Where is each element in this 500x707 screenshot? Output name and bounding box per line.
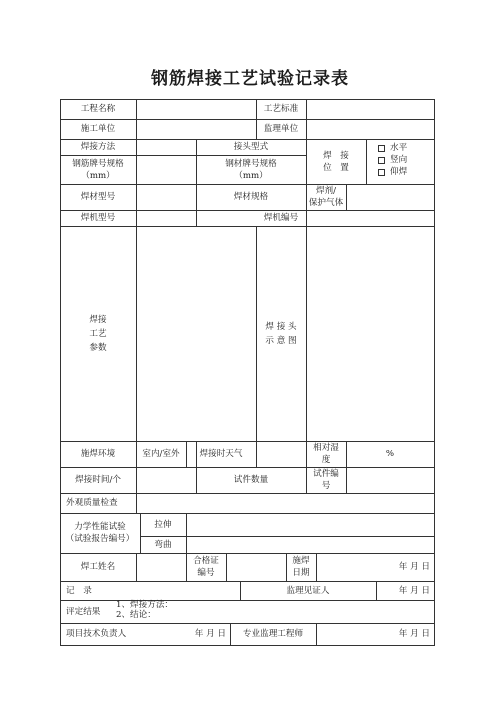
label-eval-result: 评定结果: [66, 606, 101, 617]
label-weld-material-model: 焊材型号: [80, 192, 116, 202]
eval-items: 1、焊接方法： 2、结论：: [116, 600, 174, 620]
label-welder-number: 焊机编号: [263, 213, 299, 223]
percent-unit: %: [385, 449, 395, 459]
label-humidity: 相对湿 度: [313, 443, 339, 465]
label-record: 记 录: [66, 585, 92, 596]
lead-date-ymd: 年 月 日: [194, 629, 226, 639]
witness-date-ymd: 年 月 日: [398, 585, 430, 596]
label-indoor-outdoor: 室内/室外: [142, 449, 180, 459]
checkbox-icon[interactable]: [378, 169, 385, 176]
position-options: [378, 142, 434, 182]
label-specimen-number: 试件编 号: [313, 469, 339, 491]
label-welder-model: 焊机型号: [80, 213, 116, 223]
option-vertical[interactable]: 竖向: [378, 154, 407, 166]
label-certificate-no: 合格证 编号: [193, 556, 219, 578]
page-title: 钢筋焊接工艺试验记录表: [151, 69, 349, 89]
label-project-name: 工程名称: [80, 104, 116, 114]
label-witness: 监理见证人: [286, 585, 330, 596]
label-weld-material-spec: 焊材规格: [233, 192, 269, 202]
label-rebar-grade-spec: 钢筋牌号规格 （mm）: [72, 158, 124, 181]
label-bending: 弯曲: [154, 539, 172, 550]
label-flux-gas: 焊剂/ 保护气体: [308, 186, 344, 208]
label-environment: 施焊环境: [80, 449, 116, 459]
record-form: [60, 99, 435, 645]
label-appearance-check: 外观质量检查: [66, 498, 118, 508]
label-weld-position: 焊 接 位 置: [323, 150, 349, 173]
label-weld-date: 施焊 日期: [292, 556, 310, 578]
checkbox-icon[interactable]: [378, 145, 385, 152]
label-specimen-count: 试件数量: [233, 475, 269, 485]
label-weather: 焊接时天气: [199, 449, 243, 459]
engineer-date-ymd: 年 月 日: [398, 629, 430, 639]
label-welding-method: 焊接方法: [80, 142, 116, 152]
label-process-params: 焊接 工艺 参数: [89, 314, 107, 353]
weld-date-ymd: 年 月 日: [398, 562, 430, 572]
label-supervising-engineer: 专业监理工程师: [242, 629, 304, 639]
label-process-standard: 工艺标准: [263, 104, 299, 114]
label-weld-time: 焊接时间/个: [75, 475, 121, 485]
option-overhead[interactable]: 仰焊: [378, 166, 407, 178]
label-mech-test: 力学性能试验 （试验报告编号）: [65, 522, 135, 544]
label-supervision-unit: 监理单位: [263, 124, 299, 134]
label-project-lead: 项目技术负责人: [66, 629, 127, 639]
label-welder-name: 焊工姓名: [80, 562, 116, 572]
label-steel-grade-spec: 钢材牌号规格 （mm）: [225, 158, 277, 181]
label-joint-diagram: 焊 接 头 示 意 图: [265, 321, 297, 346]
option-horizontal[interactable]: 水平: [378, 142, 407, 154]
label-construction-unit: 施工单位: [80, 124, 116, 134]
checkbox-icon[interactable]: [378, 157, 385, 164]
label-tensile: 拉伸: [154, 519, 172, 530]
label-joint-type: 接头型式: [233, 142, 269, 152]
